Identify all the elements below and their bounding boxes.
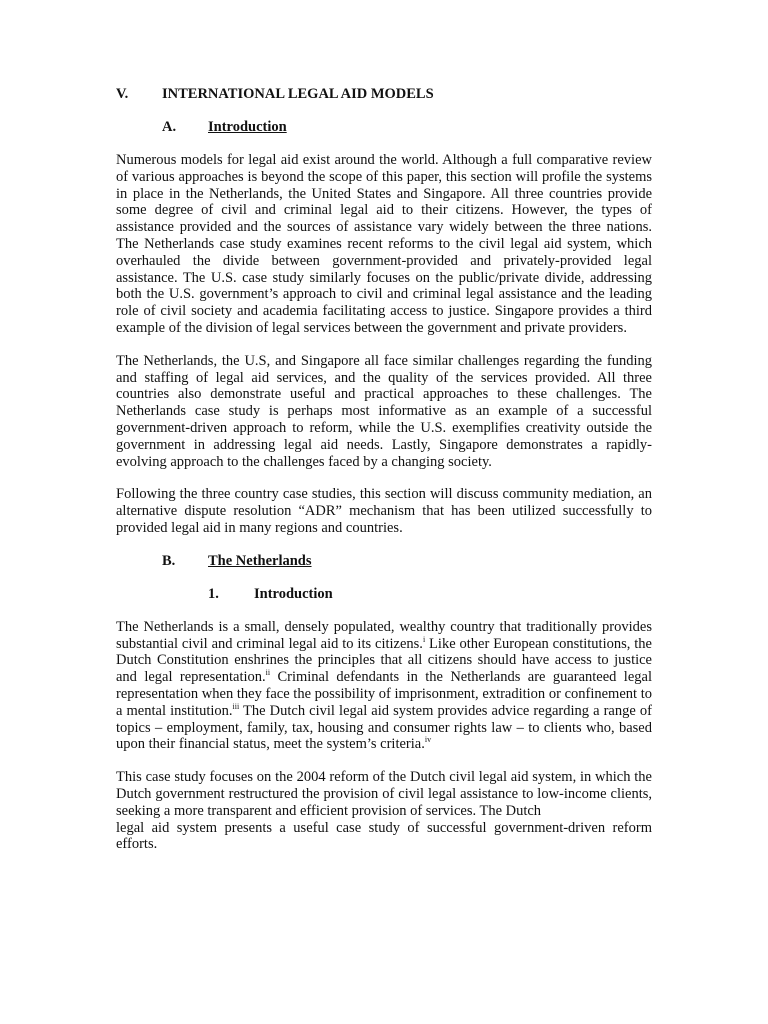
paragraph-netherlands-intro bbox=[116, 619, 652, 753]
section-number: V. bbox=[116, 86, 129, 102]
paragraph: Following the three country case studies, this section will discuss community mediation, an alternative dispute resolution “ADR” mechanism that has been utilized successfully to provided legal aid in many regions and countries. bbox=[116, 486, 652, 536]
subsection-a-heading bbox=[116, 119, 652, 136]
subsection-b-title: The Netherlands bbox=[208, 552, 312, 569]
footnote-marker: ii bbox=[265, 668, 271, 678]
subsection-a-letter: A. bbox=[162, 119, 177, 135]
subsection-b1-number: 1. bbox=[208, 585, 219, 602]
text-run: The Dutch civil legal aid system provides advice regarding a range of topics – employment, family, tax, housing and consumer rights law – to clients who, based upon their financial status, meet the system’s criteria. bbox=[116, 702, 652, 753]
text-run: Like other European constitutions, the Dutch Constitution enshrines the principles that all citizens should have access to justice and legal representation. bbox=[116, 635, 652, 686]
text-run: The Netherlands is a small, densely populated, wealthy country that traditionally provides substantial civil and criminal legal aid to its citizens. bbox=[116, 618, 652, 652]
text-run: This case study focuses on the 2004 reform of the Dutch civil legal aid system, in which the Dutch government restructured the provision of civil legal assistance to low-income clients, seeking a more transparent and efficient provision of services. The Dutch bbox=[116, 769, 652, 819]
section-title: INTERNATIONAL LEGAL AID MODELS bbox=[162, 86, 434, 102]
subsection-a-title: Introduction bbox=[208, 119, 287, 135]
subsection-b-letter: B. bbox=[162, 552, 176, 569]
text-run: legal aid system presents a useful case study of successful government-driven reform efforts. bbox=[116, 819, 652, 853]
text-run: Criminal defendants in the Netherlands are guaranteed legal representation when they face the possibility of imprisonment, extradition or confinement to a mental institution. bbox=[116, 669, 652, 719]
footnote-marker: i bbox=[422, 634, 426, 644]
subsection-b1-title: Introduction bbox=[254, 585, 333, 602]
paragraph: Numerous models for legal aid exist around the world. Although a full comparative review of various approaches is beyond the scope of this paper, this section will profile the systems in place in the Netherlands, the United States and Singapore. All three countries provide some degree of civil and criminal legal aid to their citizens. However, the types of assistance provided and the sources of assistance vary widely between the three nations. The Netherlands case study examines recent reforms to the civil legal aid system, which overhauled the divide between government-provided and privately-provided legal assistance. The U.S. case study similarly focuses on the public/private divide, addressing both the U.S. government’s approach to civil and criminal legal assistance and the leading role of civil society and academia facilitating access to justice. Singapore provides a third example of the division of legal services between the government and private providers. bbox=[116, 152, 652, 336]
footnote-marker: iv bbox=[424, 735, 432, 745]
footnote-marker: iii bbox=[232, 701, 240, 711]
paragraph: The Netherlands, the U.S, and Singapore all face similar challenges regarding the funding and staffing of legal aid services, and the quality of the services provided. All three countries also demonstrate useful and practical approaches to these challenges. The Netherlands case study is perhaps most informative as an example of a successful government-driven approach to reform, while the U.S. exemplifies creativity outside the government in addressing legal aid needs. Lastly, Singapore demonstrates a rapidly-evolving approach to the challenges faced by a changing society. bbox=[116, 352, 652, 470]
subsection-b-heading bbox=[116, 553, 652, 570]
section-heading bbox=[116, 86, 652, 103]
subsection-b1-heading bbox=[116, 586, 652, 603]
paragraph-case-study bbox=[116, 769, 652, 853]
